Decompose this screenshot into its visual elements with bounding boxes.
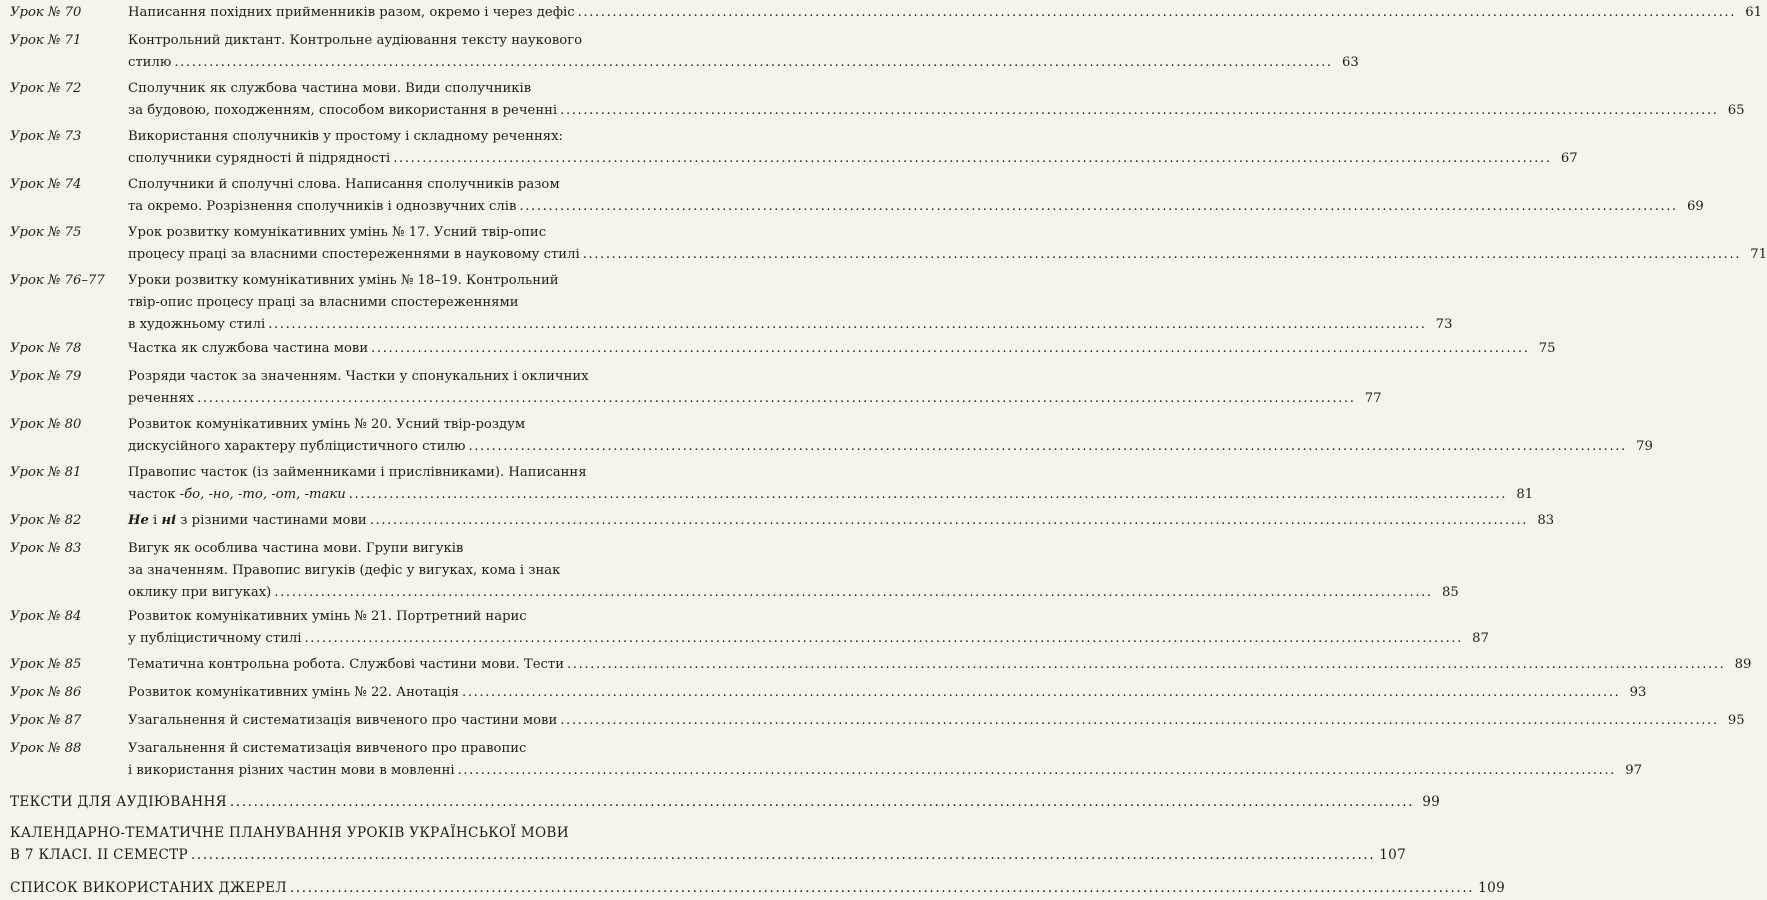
toc-last-line — [128, 244, 1767, 266]
toc-line: Сполучник як службова частина мови. Види сполучників — [128, 81, 532, 96]
lesson-title — [128, 270, 1453, 336]
toc-entry-text-rest: з різними частинами мови — [176, 513, 367, 528]
dot-leader: ........................................................................................................................................................................................................ — [274, 585, 1433, 600]
toc-entry-text: Тематична контрольна робота. Службові частини мови. Тести — [128, 657, 564, 672]
lesson-label: Урок № 88 — [10, 741, 82, 756]
toc-last-line — [128, 710, 1745, 732]
dot-leader: ........................................................................................................................................................................................................ — [560, 713, 1719, 728]
toc-entry-text: у публіцистичному стилі — [128, 631, 302, 646]
toc-last-line — [128, 760, 1642, 782]
lesson-label: Урок № 75 — [10, 225, 82, 240]
toc-line: Розвиток комунікативних умінь № 20. Усний твір-роздум — [128, 417, 526, 432]
toc-entry-text: за будовою, походженням, способом використання в реченні — [128, 103, 558, 118]
dot-leader: ........................................................................................................................................................................................................ — [519, 199, 1678, 214]
page-number: 69 — [1687, 199, 1704, 214]
dot-leader: ........................................................................................................................................................................................................ — [304, 631, 1463, 646]
dot-leader: ........................................................................................................................................................................................................ — [174, 55, 1333, 70]
lesson-title — [128, 710, 1745, 732]
dot-leader: ........................................................................................................................................................................................................ — [229, 794, 1415, 810]
page-number: 97 — [1625, 763, 1642, 778]
page-number: 63 — [1341, 55, 1359, 70]
dot-leader: ........................................................................................................................................................................................................ — [191, 847, 1376, 863]
lesson-label: Урок № 85 — [10, 657, 82, 672]
toc-entry-text: процесу праці за власними спостереженнями в науковому стилі — [128, 247, 580, 262]
toc-last-line — [128, 510, 1555, 532]
lesson-label: Урок № 73 — [10, 129, 82, 144]
page-number: 73 — [1435, 317, 1453, 332]
toc-entry-text: та окремо. Розрізнення сполучників і однозвучних слів — [128, 199, 517, 214]
toc-last-line — [128, 388, 1382, 410]
lesson-title — [128, 462, 1534, 506]
lesson-label: Урок № 87 — [10, 713, 82, 728]
toc-last-line — [128, 582, 1459, 604]
toc-entry-text-italic: -бо, -но, -то, -от, -таки — [179, 487, 346, 502]
toc-last-line — [128, 2, 1763, 24]
toc-last-line — [10, 844, 1407, 866]
dot-leader: ........................................................................................................................................................................................................ — [566, 657, 1726, 672]
toc-entry-text: сполучники сурядності й підрядності — [128, 151, 391, 166]
lesson-title — [128, 222, 1767, 266]
page-number: 61 — [1745, 5, 1763, 20]
dot-leader: ........................................................................................................................................................................................................ — [369, 513, 1529, 528]
page-number: 77 — [1364, 391, 1382, 406]
page-number: 89 — [1734, 657, 1752, 672]
lesson-label: Урок № 81 — [10, 465, 82, 480]
dot-leader: ........................................................................................................................................................................................................ — [371, 341, 1530, 356]
lesson-title — [128, 2, 1763, 24]
lesson-label: Урок № 71 — [10, 33, 82, 48]
toc-last-line — [128, 148, 1578, 170]
lesson-title — [128, 30, 1359, 74]
toc-last-line — [128, 484, 1534, 506]
dot-leader: ........................................................................................................................................................................................................ — [457, 763, 1616, 778]
page-number: 83 — [1537, 513, 1555, 528]
toc-line: Правопис часток (із займенниками і прислівниками). Написання — [128, 465, 587, 480]
toc-entry-section[interactable] — [10, 791, 1441, 813]
lesson-title — [128, 366, 1382, 410]
toc-entry-text: В 7 КЛАСІ. ІІ СЕМЕСТР — [10, 847, 188, 863]
toc-entry-text: Розвиток комунікативних умінь № 22. Анотація — [128, 685, 460, 700]
lesson-label: Урок № 72 — [10, 81, 82, 96]
lesson-label: Урок № 78 — [10, 341, 82, 356]
toc-entry-text: СПИСОК ВИКОРИСТАНИХ ДЖЕРЕЛ — [10, 880, 287, 896]
toc-entry-text: Написання похідних прийменників разом, окремо і через дефіс — [128, 5, 575, 20]
toc-line: Сполучники й сполучні слова. Написання сполучників разом — [128, 177, 560, 192]
toc-entry-text: і використання різних частин мови в мовленні — [128, 763, 455, 778]
page-number: 85 — [1441, 585, 1459, 600]
lesson-title — [128, 510, 1555, 532]
page-number: 65 — [1727, 103, 1745, 118]
page-number: 67 — [1560, 151, 1578, 166]
toc-last-line — [128, 100, 1745, 122]
toc-entry-text-mid: і — [148, 513, 162, 528]
dot-leader: ........................................................................................................................................................................................................ — [197, 391, 1356, 406]
lesson-title — [128, 606, 1489, 650]
lesson-title — [128, 174, 1704, 218]
lesson-label: Урок № 79 — [10, 369, 82, 384]
toc-line: Контрольний диктант. Контрольне аудіювання тексту наукового — [128, 33, 583, 48]
page-number: 79 — [1636, 439, 1653, 454]
page-number: 75 — [1538, 341, 1556, 356]
page-number: 87 — [1472, 631, 1489, 646]
toc-last-line — [128, 52, 1359, 74]
page-number: 99 — [1422, 794, 1441, 810]
toc-last-line — [10, 877, 1506, 899]
lesson-label: Урок № 86 — [10, 685, 82, 700]
toc-entry-text-prefix: часток — [128, 487, 180, 502]
dot-leader: ........................................................................................................................................................................................................ — [462, 685, 1621, 700]
dot-leader: ........................................................................................................................................................................................................ — [289, 880, 1475, 896]
toc-entry-section[interactable] — [10, 877, 1506, 899]
lesson-label: Урок № 70 — [10, 5, 82, 20]
toc-entry-text: в художньому стилі — [128, 317, 266, 332]
toc-last-line — [128, 314, 1453, 336]
toc-line: Уроки розвитку комунікативних умінь № 18–19. Контрольний — [128, 273, 559, 288]
toc-last-line — [128, 338, 1556, 360]
page-number: 107 — [1379, 847, 1407, 863]
toc-last-line — [128, 436, 1653, 458]
toc-line: КАЛЕНДАРНО-ТЕМАТИЧНЕ ПЛАНУВАННЯ УРОКІВ УКРАЇНСЬКОЇ МОВИ — [10, 825, 569, 841]
toc-entry-text-bold1: Не — [128, 513, 149, 528]
toc-entry-text: Узагальнення й систематизація вивченого про частини мови — [128, 713, 558, 728]
toc-last-line — [128, 682, 1647, 704]
page-number: 71 — [1750, 247, 1767, 262]
toc-last-line — [10, 791, 1441, 813]
toc-last-line — [128, 196, 1704, 218]
page-number: 109 — [1478, 880, 1506, 896]
lesson-title — [128, 738, 1642, 782]
page-number: 95 — [1727, 713, 1745, 728]
dot-leader: ........................................................................................................................................................................................................ — [468, 439, 1627, 454]
toc-entry-section[interactable] — [10, 822, 1407, 866]
toc-entry-text: реченнях — [128, 391, 195, 406]
lesson-title — [128, 654, 1752, 676]
toc-entry-text: стилю — [128, 55, 172, 70]
lesson-label: Урок № 83 — [10, 541, 82, 556]
lesson-label: Урок № 80 — [10, 417, 82, 432]
toc-line: Розвиток комунікативних умінь № 21. Портретний нарис — [128, 609, 527, 624]
page-number: 93 — [1629, 685, 1647, 700]
toc-line: Урок розвитку комунікативних умінь № 17. Усний твір-опис — [128, 225, 547, 240]
toc-entry-text-bold2: ні — [161, 513, 177, 528]
lesson-label: Урок № 76–77 — [10, 273, 105, 288]
lesson-title — [128, 78, 1745, 122]
toc-entry-text — [128, 510, 367, 532]
dot-leader: ........................................................................................................................................................................................................ — [268, 317, 1427, 332]
toc-entry-text: ТЕКСТИ ДЛЯ АУДІЮВАННЯ — [10, 794, 227, 810]
dot-leader: ........................................................................................................................................................................................................ — [577, 5, 1737, 20]
toc-entry-text — [128, 484, 346, 506]
lesson-label: Урок № 84 — [10, 609, 82, 624]
lesson-title — [128, 682, 1647, 704]
toc-line: за значенням. Правопис вигуків (дефіс у вигуках, кома і знак — [128, 563, 561, 578]
lesson-title — [128, 538, 1459, 604]
toc-entry-text: оклику при вигуках) — [128, 585, 272, 600]
dot-leader: ........................................................................................................................................................................................................ — [393, 151, 1552, 166]
toc-line: Вигук як особлива частина мови. Групи вигуків — [128, 541, 464, 556]
lesson-title — [128, 338, 1556, 360]
toc-line: Узагальнення й систематизація вивченого про правопис — [128, 741, 527, 756]
lesson-label: Урок № 82 — [10, 513, 82, 528]
lesson-title — [128, 126, 1578, 170]
toc-entry-text: дискусійного характеру публіцистичного стилю — [128, 439, 466, 454]
toc-last-line — [128, 654, 1752, 676]
toc-line: Розряди часток за значенням. Частки у спонукальних і окличних — [128, 369, 589, 384]
dot-leader: ........................................................................................................................................................................................................ — [582, 247, 1742, 262]
toc-line: твір-опис процесу праці за власними спостереженнями — [128, 295, 519, 310]
dot-leader: ........................................................................................................................................................................................................ — [560, 103, 1719, 118]
toc-line: Використання сполучників у простому і складному реченнях: — [128, 129, 563, 144]
page-number: 81 — [1516, 487, 1534, 502]
dot-leader: ........................................................................................................................................................................................................ — [348, 487, 1508, 502]
toc-last-line — [128, 628, 1489, 650]
toc-entry-text: Частка як службова частина мови — [128, 341, 369, 356]
lesson-label: Урок № 74 — [10, 177, 82, 192]
lesson-title — [128, 414, 1653, 458]
